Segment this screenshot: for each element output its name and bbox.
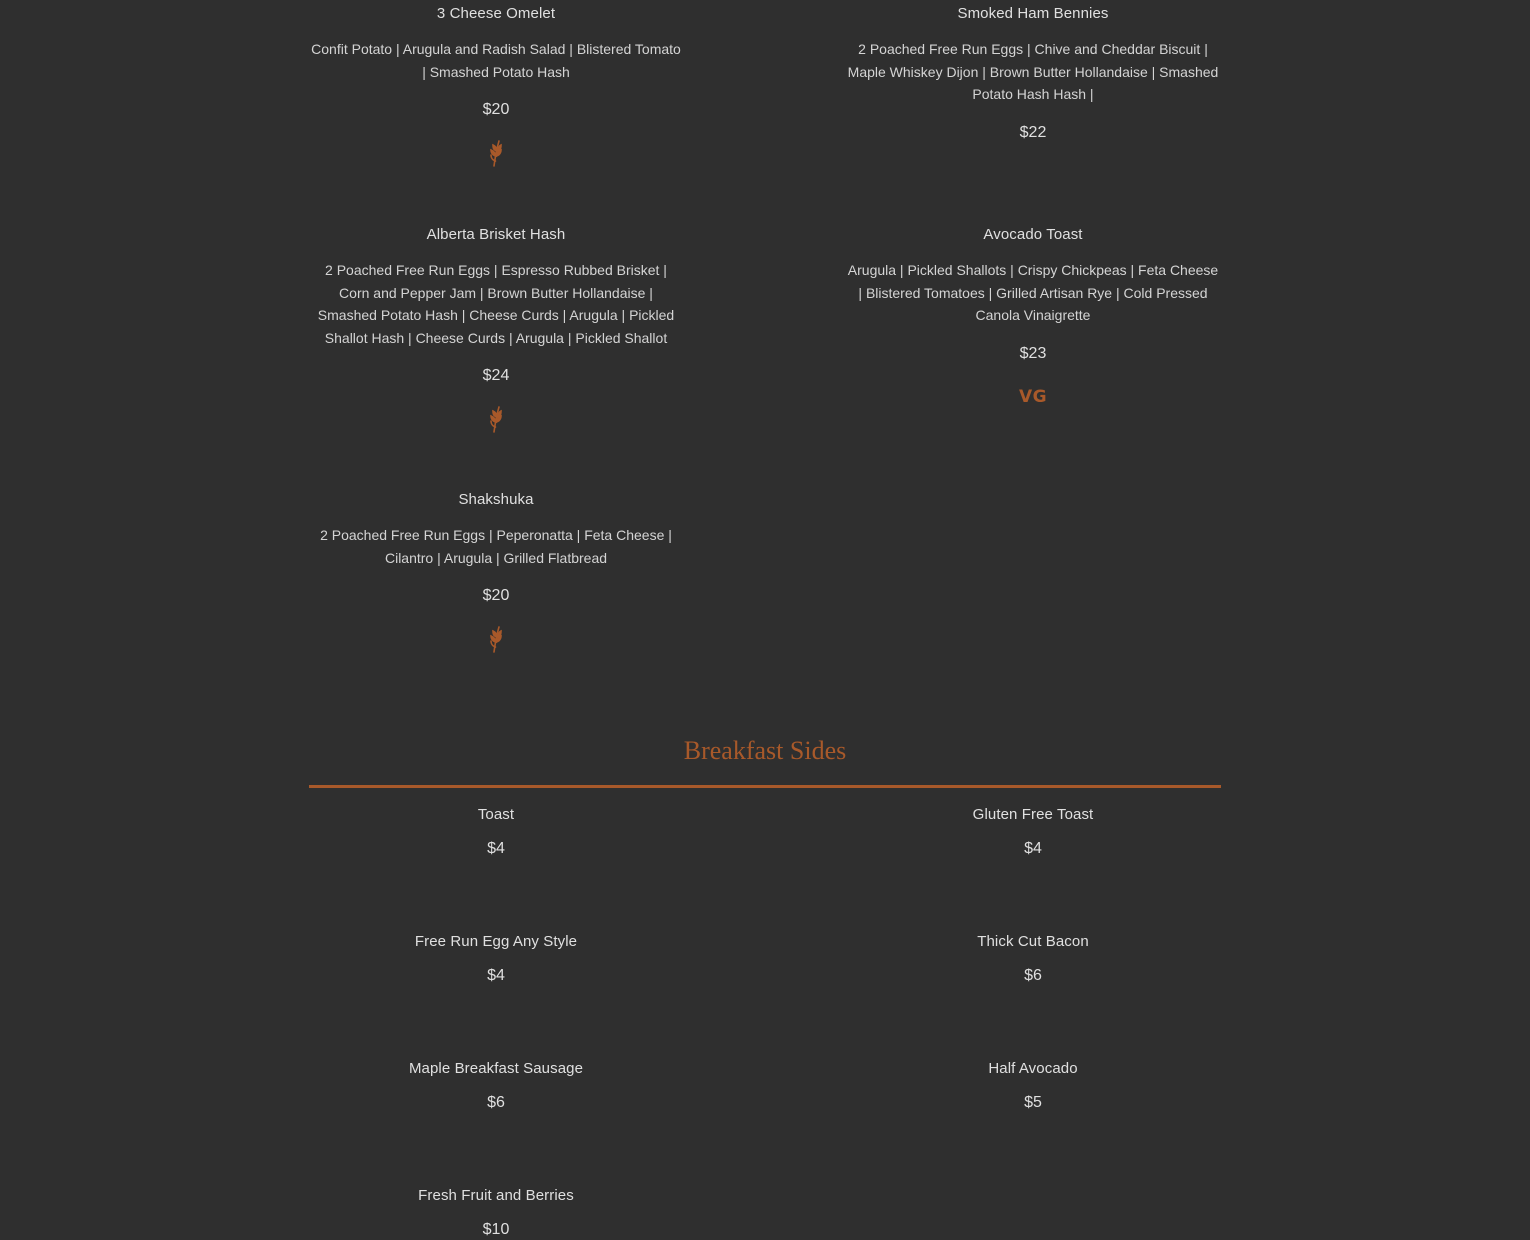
wheat-icon [306, 624, 686, 654]
side-item-free-run-egg [306, 932, 686, 986]
menu-item-avocado-toast [843, 225, 1223, 412]
side-item-gluten-free-toast [843, 805, 1223, 859]
item-price: $5 [1024, 1094, 1042, 1111]
item-description: 2 Poached Free Run Eggs | Chive and Cheddar Biscuit | Maple Whiskey Dijon | Brown Butter Hollandaise | Smashed Potato Hash Hash | [847, 41, 1219, 102]
item-name: Shakshuka [458, 491, 534, 508]
item-name: Gluten Free Toast [972, 806, 1094, 823]
item-name: Fresh Fruit and Berries [418, 1187, 574, 1204]
side-item-fresh-fruit-and-berries [306, 1186, 686, 1240]
item-price: $23 [1019, 344, 1047, 362]
item-price: $24 [482, 367, 510, 384]
item-name: 3 Cheese Omelet [436, 5, 556, 22]
item-price: $4 [487, 840, 505, 857]
section-title-breakfast-sides: Breakfast Sides [683, 736, 847, 765]
item-description: Arugula | Pickled Shallots | Crispy Chickpeas | Feta Cheese | Blistered Tomatoes | Grilled Artisan Rye | Cold Pressed Canola Vinaigrette [847, 262, 1219, 323]
vegetarian-badge [843, 382, 1223, 412]
menu-item-smoked-ham-bennies [843, 4, 1223, 143]
item-price: $20 [482, 587, 510, 604]
item-description: 2 Poached Free Run Eggs | Peperonatta | Feta Cheese | Cilantro | Arugula | Grilled Flatbread [320, 527, 672, 566]
menu-item-alberta-brisket-hash [306, 225, 686, 434]
side-item-maple-breakfast-sausage [306, 1059, 686, 1113]
wheat-icon [306, 404, 686, 434]
menu-item-shakshuka [306, 490, 686, 654]
side-item-thick-cut-bacon [843, 932, 1223, 986]
item-name: Half Avocado [988, 1060, 1078, 1077]
item-name: Smoked Ham Bennies [957, 5, 1109, 22]
item-price: $20 [482, 101, 510, 118]
item-price: $4 [487, 967, 505, 984]
side-item-toast [306, 805, 686, 859]
item-name: Thick Cut Bacon [977, 933, 1089, 950]
vg-label: VG [1018, 386, 1048, 407]
item-name: Free Run Egg Any Style [414, 933, 578, 950]
item-name: Maple Breakfast Sausage [408, 1060, 584, 1077]
item-price: $6 [1024, 967, 1042, 984]
item-name: Avocado Toast [983, 226, 1083, 243]
item-price: $10 [482, 1221, 510, 1238]
item-price: $4 [1024, 840, 1042, 857]
item-price: $6 [487, 1094, 505, 1111]
menu-item-3-cheese-omelet [306, 4, 686, 168]
item-name: Toast [477, 806, 515, 823]
wheat-icon [306, 138, 686, 168]
item-name: Alberta Brisket Hash [426, 226, 566, 243]
side-item-half-avocado [843, 1059, 1223, 1113]
section-divider [309, 785, 1221, 788]
item-description: 2 Poached Free Run Eggs | Espresso Rubbed Brisket | Corn and Pepper Jam | Brown Butter Hollandaise | Smashed Potato Hash | Cheese Curds | Arugula | Pickled Shallot Hash | Cheese Curds | Arugula | Pickled Shallot [317, 262, 675, 346]
item-price: $22 [1019, 123, 1047, 141]
item-description: Confit Potato | Arugula and Radish Salad | Blistered Tomato | Smashed Potato Hash [311, 41, 681, 80]
